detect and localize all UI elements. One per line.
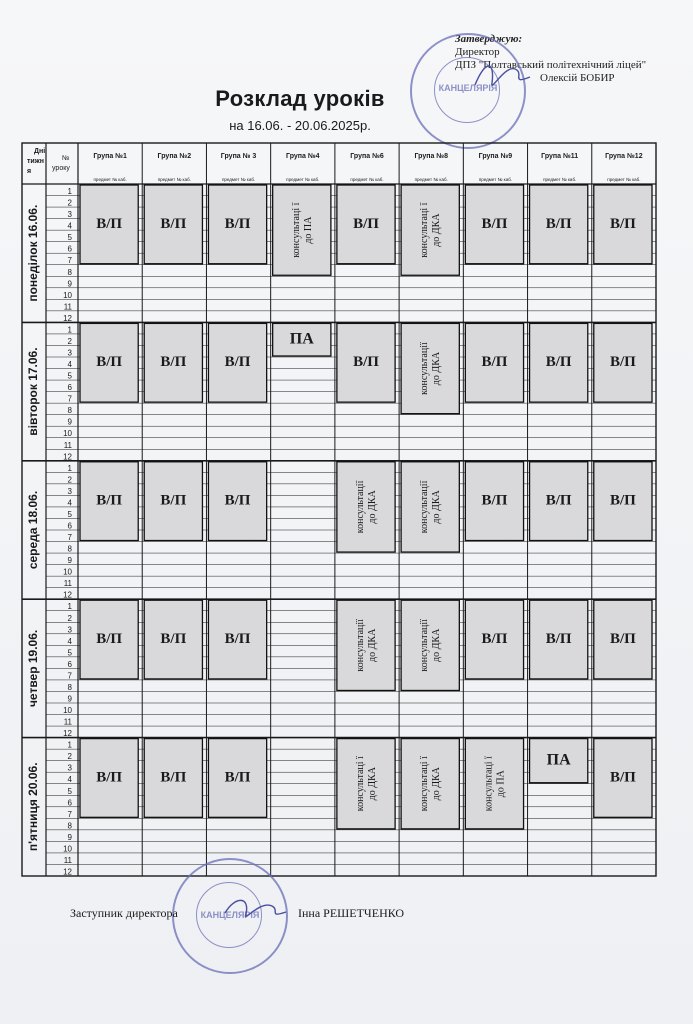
block-label: В/П bbox=[609, 769, 636, 786]
block-label-line: консультаці ї bbox=[483, 756, 495, 812]
block-label: В/П bbox=[545, 631, 572, 648]
lesson-number: 12 bbox=[63, 313, 72, 323]
day-label: вівторок 17.06. bbox=[26, 347, 41, 436]
block-label-line: консультаці ї bbox=[419, 202, 431, 258]
block-label: В/П bbox=[545, 492, 572, 509]
group-header: Група №4 bbox=[286, 153, 320, 160]
block-label: В/П bbox=[96, 631, 123, 648]
block-label: В/П bbox=[96, 215, 123, 232]
lesson-number: 10 bbox=[63, 429, 72, 439]
lesson-number: 6 bbox=[67, 659, 72, 669]
lesson-number: 6 bbox=[67, 798, 72, 808]
lesson-number: 12 bbox=[63, 590, 72, 600]
block-label: В/П bbox=[609, 631, 636, 648]
lesson-number: 11 bbox=[63, 717, 72, 727]
block-label-line: до ДКА bbox=[431, 628, 443, 662]
lesson-number: 4 bbox=[67, 360, 72, 370]
lesson-number: 4 bbox=[67, 636, 72, 646]
footer-role: Заступник директора bbox=[70, 906, 178, 920]
block-label-line: консультації bbox=[419, 619, 431, 672]
block-label: В/П bbox=[545, 215, 572, 232]
day-label: понеділок 16.06. bbox=[26, 204, 41, 302]
lesson-number: 5 bbox=[67, 371, 72, 381]
block-label-line: консультаці ї bbox=[290, 202, 302, 258]
lesson-number: 1 bbox=[67, 463, 72, 473]
lesson-number: 2 bbox=[67, 475, 72, 485]
subject-room-label: предмет № каб. bbox=[221, 177, 256, 182]
block-label: В/П bbox=[224, 215, 251, 232]
group-header: Група №9 bbox=[478, 153, 513, 160]
lesson-number: 7 bbox=[67, 809, 72, 819]
header-lesson: уроку bbox=[52, 165, 70, 172]
block-label: ПА bbox=[289, 330, 314, 348]
block-label-line: до ДКА bbox=[431, 351, 443, 386]
block-label-line: консультації bbox=[355, 480, 366, 534]
lesson-number: 10 bbox=[63, 706, 72, 716]
block-label-line: до ДКА bbox=[367, 490, 379, 524]
lesson-number: 5 bbox=[67, 509, 72, 519]
group-header: Група №12 bbox=[605, 153, 643, 160]
lesson-number: 4 bbox=[67, 775, 72, 785]
lesson-number: 4 bbox=[67, 221, 72, 231]
block-label: В/П bbox=[224, 492, 251, 509]
day-label: четвер 19.06. bbox=[26, 629, 41, 708]
header-lesson: № bbox=[62, 155, 70, 162]
block-label: В/П bbox=[160, 769, 187, 786]
lesson-number: 9 bbox=[67, 694, 72, 704]
lesson-number: 8 bbox=[67, 682, 72, 692]
block-label: В/П bbox=[160, 631, 187, 648]
lesson-number: 11 bbox=[63, 855, 72, 865]
header-day: тижн bbox=[27, 158, 44, 165]
lesson-number: 3 bbox=[67, 486, 72, 496]
lesson-number: 2 bbox=[67, 752, 72, 762]
lesson-number: 5 bbox=[67, 233, 72, 243]
block-label: В/П bbox=[96, 769, 123, 786]
group-header: Група №8 bbox=[414, 153, 448, 160]
block-label-line: до ДКА bbox=[367, 628, 378, 662]
block-label: В/П bbox=[609, 215, 636, 232]
block-label: В/П bbox=[609, 354, 636, 371]
header-day: Дні bbox=[34, 148, 46, 155]
lesson-number: 7 bbox=[67, 394, 72, 404]
block-label: В/П bbox=[481, 215, 508, 232]
block-label: В/П bbox=[545, 354, 572, 371]
group-header: Група №1 bbox=[93, 153, 127, 160]
lesson-number: 1 bbox=[67, 740, 72, 750]
lesson-number: 3 bbox=[67, 625, 72, 635]
subject-room-label: предмет № каб. bbox=[607, 177, 641, 182]
block-label-line: консультації bbox=[355, 619, 366, 672]
block-label: ПА bbox=[546, 751, 571, 769]
approval-name: Олексій БОБИР bbox=[540, 72, 615, 84]
group-header: Група №6 bbox=[350, 153, 384, 160]
block-label: В/П bbox=[160, 215, 187, 232]
lesson-number: 6 bbox=[67, 521, 72, 531]
deputy-signature bbox=[220, 888, 290, 928]
block-label-line: консультації bbox=[419, 480, 431, 534]
lesson-number: 8 bbox=[67, 821, 72, 831]
lesson-number: 9 bbox=[67, 832, 72, 842]
lesson-number: 9 bbox=[67, 556, 72, 566]
block-label: В/П bbox=[160, 354, 187, 371]
block-label-line: до ДКА bbox=[431, 213, 443, 247]
lesson-number: 6 bbox=[67, 244, 72, 254]
lesson-number: 3 bbox=[67, 348, 72, 358]
lesson-number: 2 bbox=[67, 198, 72, 208]
approval-position: Директор bbox=[455, 46, 500, 58]
lesson-number: 11 bbox=[63, 579, 72, 589]
lesson-number: 12 bbox=[63, 867, 72, 877]
group-header: Група № 3 bbox=[220, 153, 257, 160]
block-label: В/П bbox=[224, 631, 251, 648]
block-label-line: до ДКА bbox=[431, 490, 443, 524]
lesson-number: 12 bbox=[63, 729, 72, 739]
lesson-number: 7 bbox=[67, 256, 72, 266]
block-label-line: до ПА bbox=[495, 770, 507, 798]
lesson-number: 11 bbox=[63, 440, 72, 450]
lesson-number: 8 bbox=[67, 267, 72, 277]
group-header: Група №2 bbox=[157, 153, 192, 160]
block-label: В/П bbox=[224, 769, 251, 786]
block-label: В/П bbox=[609, 492, 636, 509]
lesson-number: 7 bbox=[67, 671, 72, 681]
page-title: Розклад уроків bbox=[215, 86, 385, 111]
lesson-number: 1 bbox=[67, 602, 72, 612]
lesson-number: 10 bbox=[63, 290, 72, 300]
day-label: п'ятниця 20.06. bbox=[26, 762, 41, 852]
subject-room-label: предмет № каб. bbox=[157, 177, 191, 182]
lesson-number: 1 bbox=[67, 187, 72, 197]
lesson-number: 5 bbox=[67, 648, 72, 658]
lesson-number: 12 bbox=[63, 452, 72, 462]
block-label-line: до ПА bbox=[302, 216, 314, 244]
lesson-number: 1 bbox=[67, 325, 72, 335]
stamp-label: КАНЦЕЛЯРІЯ bbox=[438, 83, 498, 93]
lesson-number: 5 bbox=[67, 786, 72, 796]
subject-room-label: предмет № каб. bbox=[350, 177, 384, 182]
footer-name: Інна РЕШЕТЧЕНКО bbox=[298, 906, 405, 920]
header-day: я bbox=[27, 168, 32, 175]
block-label-line: консультаці ї bbox=[419, 756, 431, 812]
lesson-number: 6 bbox=[67, 383, 72, 393]
subject-room-label: предмет № каб. bbox=[286, 177, 320, 182]
block-label: В/П bbox=[96, 354, 123, 371]
block-label-line: до ДКА bbox=[367, 767, 378, 801]
block-label: В/П bbox=[481, 354, 508, 371]
date-range: на 16.06. - 20.06.2025р. bbox=[229, 118, 371, 133]
lesson-number: 8 bbox=[67, 406, 72, 416]
lesson-number: 8 bbox=[67, 544, 72, 554]
block-label: В/П bbox=[96, 492, 123, 509]
block-label-line: консультаці ї bbox=[355, 756, 366, 812]
lesson-number: 2 bbox=[67, 613, 72, 623]
lesson-number: 7 bbox=[67, 533, 72, 543]
lesson-number: 2 bbox=[67, 336, 72, 346]
stamp-label: КАНЦЕЛЯРІЯ bbox=[200, 910, 260, 920]
lesson-number: 10 bbox=[63, 844, 72, 854]
lesson-number: 10 bbox=[63, 567, 72, 577]
lesson-number: 4 bbox=[67, 498, 72, 508]
approval-organization: ДПЗ "Полтавський політехнічний ліцей" bbox=[455, 59, 647, 71]
subject-room-label: предмет № каб. bbox=[414, 177, 448, 182]
group-header: Група №11 bbox=[541, 153, 579, 160]
block-label: В/П bbox=[160, 492, 187, 509]
block-label-line: консультації bbox=[419, 342, 431, 395]
subject-room-label: предмет № каб. bbox=[478, 177, 513, 182]
day-label: середа 18.06. bbox=[26, 490, 41, 570]
lesson-number: 9 bbox=[67, 417, 72, 427]
lesson-number: 11 bbox=[63, 302, 72, 312]
subject-room-label: предмет № каб. bbox=[543, 177, 577, 182]
block-label: В/П bbox=[353, 215, 379, 232]
block-label: В/П bbox=[481, 492, 508, 509]
lesson-number: 9 bbox=[67, 279, 72, 289]
block-label: В/П bbox=[353, 354, 379, 371]
block-label-line: до ДКА bbox=[431, 767, 443, 801]
block-label: В/П bbox=[224, 354, 251, 371]
lesson-number: 3 bbox=[67, 763, 72, 773]
approval-heading: Затверджую: bbox=[455, 33, 523, 45]
subject-room-label: предмет № каб. bbox=[93, 177, 127, 182]
lesson-number: 3 bbox=[67, 210, 72, 220]
block-label: В/П bbox=[481, 631, 508, 648]
